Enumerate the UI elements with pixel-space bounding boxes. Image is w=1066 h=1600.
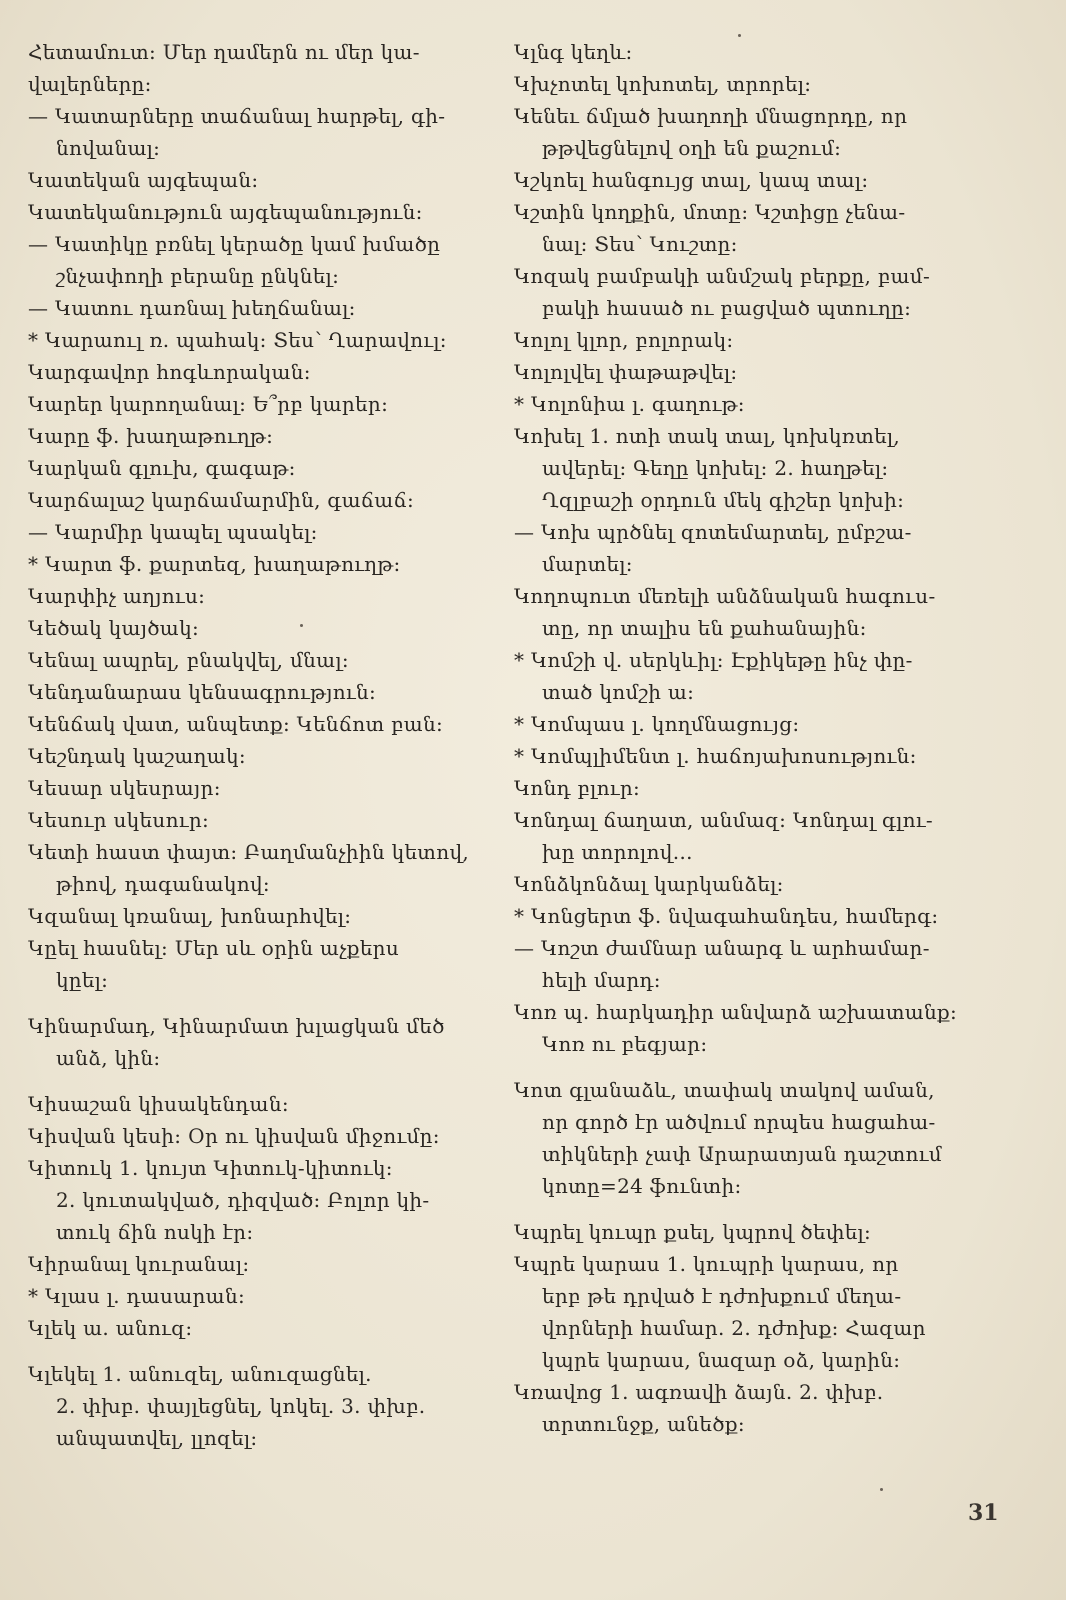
dictionary-entry-line: վորների համար. 2. դժոխք: Հազար bbox=[542, 1316, 926, 1340]
dictionary-entry-line: որ գործ էր ածվում որպես հացահա- bbox=[542, 1110, 936, 1134]
dictionary-entry-line: կըել: bbox=[56, 968, 109, 992]
dictionary-entry-line: Կենճակ վատ, անպետք: Կենճոտ բան: bbox=[28, 712, 444, 736]
dictionary-entry-line: նալ: Տես՝ Կուշտը: bbox=[542, 232, 738, 256]
dictionary-entry-line: * Կարտ ֆ. քարտեզ, խաղաթուղթ: bbox=[28, 552, 401, 576]
dictionary-entry-line: Ղզլբաշի օրդուն մեկ գիշեր կոխի: bbox=[542, 488, 905, 512]
dictionary-entry-line: * Կարաուլ ռ. պահակ: Տես՝ Ղարավուլ: bbox=[28, 328, 447, 352]
dictionary-entry-line: Հետամուտ: Մեր ղամերն ու մեր կա- bbox=[28, 40, 420, 64]
dictionary-entry-line: հելի մարդ: bbox=[542, 968, 661, 992]
dictionary-entry-line: Կլնգ կեղև: bbox=[514, 40, 633, 64]
dictionary-entry-line: Կարգավոր հոգևորական: bbox=[28, 360, 311, 384]
dictionary-entry-line: ավերել: Գեղը կոխել: 2. հաղթել: bbox=[542, 456, 889, 480]
dictionary-entry-line: Կռավոց 1. ագռավի ձայն. 2. փխբ. bbox=[514, 1380, 884, 1404]
dictionary-entry-line: վալերները: bbox=[28, 72, 152, 96]
dictionary-entry-line: թիով, դագանակով: bbox=[56, 872, 270, 896]
dictionary-entry-line: Կենեւ ճմլած խաղողի մնացորդը, որ bbox=[514, 104, 908, 128]
paper-speck bbox=[300, 624, 303, 627]
dictionary-entry-line: Կըել հասնել: Մեր սև օրին աչքերս bbox=[28, 936, 400, 960]
dictionary-entry-line: Կարը ֆ. խաղաթուղթ: bbox=[28, 424, 274, 448]
dictionary-entry-line: կոտը=24 ֆունտի: bbox=[542, 1174, 742, 1198]
dictionary-entry-line: Կոտ գլանաձև, տափակ տակով աման, bbox=[514, 1078, 935, 1102]
dictionary-entry-line: Կոլոլվել փաթաթվել: bbox=[514, 360, 738, 384]
dictionary-entry-line: Կետի հաստ փայտ: Բաղմանչիին կետով, bbox=[28, 840, 470, 864]
dictionary-entry-line: Կզանալ կռանալ, խոնարհվել: bbox=[28, 904, 352, 928]
dictionary-entry-line: Կլեկել 1. անուզել, անուզացնել. bbox=[28, 1362, 372, 1386]
dictionary-entry-line: Կիսվան կեսի: Օր ու կիսվան միջումը: bbox=[28, 1124, 440, 1148]
dictionary-entry-line: Կխչոտել կոխոտել, տրորել: bbox=[514, 72, 812, 96]
dictionary-entry-line: * Կոմպաս լ. կողմնացույց: bbox=[514, 712, 800, 736]
dictionary-entry-line: Կարեր կարողանալ: Ե՞րբ կարեր: bbox=[28, 392, 389, 416]
dictionary-entry-line: Կատեկան այգեպան: bbox=[28, 168, 259, 192]
dictionary-entry-line: կպրե կարաս, նազար օձ, կարին: bbox=[542, 1348, 901, 1372]
dictionary-entry-line: Կշտին կողքին, մոտը: Կշտիցը չենա- bbox=[514, 200, 906, 224]
dictionary-entry-line: Կոխել 1. ոտի տակ տալ, կոխկռտել, bbox=[514, 424, 901, 448]
dictionary-entry-line: երբ թե դրված է դժոխքում մեղա- bbox=[542, 1284, 902, 1308]
dictionary-entry-line: — Կատու դառնալ խեղճանալ: bbox=[28, 296, 356, 320]
dictionary-entry-line: տը, որ տալիս են քահանային: bbox=[542, 616, 867, 640]
dictionary-entry-line: — Կոշտ ժամնար անարգ և արհամար- bbox=[514, 936, 930, 960]
dictionary-entry-line: Կեշնդակ կաշաղակ: bbox=[28, 744, 246, 768]
dictionary-entry-line: Կոլոլ կլոր, բոլորակ: bbox=[514, 328, 734, 352]
dictionary-entry-line: բակի հասած ու բացված պտուղը: bbox=[542, 296, 912, 320]
dictionary-entry-line: * Կոմպլիմենտ լ. հաճոյախոսություն: bbox=[514, 744, 917, 768]
dictionary-entry-line: նովանալ: bbox=[56, 136, 161, 160]
dictionary-entry-line: տուկ ճին ոսկի էր: bbox=[56, 1220, 254, 1244]
dictionary-entry-line: * Կոնցերտ ֆ. նվագահանդես, համերգ: bbox=[514, 904, 939, 928]
dictionary-entry-line: տրտունջք, անեծք: bbox=[542, 1412, 745, 1436]
dictionary-entry-line: Կոնդալ ճաղատ, անմազ: Կոնդալ գլու- bbox=[514, 808, 933, 832]
paper-speck bbox=[738, 34, 741, 37]
dictionary-entry-line: թթվեցնելով օղի են քաշում: bbox=[542, 136, 842, 160]
dictionary-entry-line: Կողոպուտ մեռելի անձնական հագուս- bbox=[514, 584, 936, 608]
dictionary-entry-line: Կենդանարաս կենսագրություն: bbox=[28, 680, 377, 704]
dictionary-entry-line: Կլեկ ա. անուզ: bbox=[28, 1316, 193, 1340]
dictionary-entry-line: * Կոմշի վ. սերկևիլ: Էքիկեթը ինչ փը- bbox=[514, 648, 913, 672]
dictionary-entry-line: տած կոմշի ա: bbox=[542, 680, 695, 704]
dictionary-entry-line: Կոզակ բամբակի անմշակ բերքը, բամ- bbox=[514, 264, 931, 288]
dictionary-entry-line: Կենալ ապրել, բնակվել, մնալ: bbox=[28, 648, 349, 672]
paper-speck bbox=[880, 1488, 883, 1491]
dictionary-entry-line: Կինարմադ, Կինարմատ խլացկան մեծ bbox=[28, 1014, 445, 1038]
dictionary-entry-line: մարտել: bbox=[542, 552, 633, 576]
dictionary-entry-line: Կոռ պ. հարկադիր անվարձ աշխատանք: bbox=[514, 1000, 958, 1024]
right-column bbox=[514, 36, 1014, 1440]
dictionary-entry-line: Կպրե կարաս 1. կուպրի կարաս, որ bbox=[514, 1252, 899, 1276]
dictionary-entry-line: — Կոխ պրծնել զոտեմարտել, ըմբշա- bbox=[514, 520, 912, 544]
dictionary-entry-line: անպատվել, լլոզել: bbox=[56, 1426, 258, 1450]
page-number: 31 bbox=[968, 1500, 999, 1526]
dictionary-entry-line: * Կոլոնիա լ. գաղութ: bbox=[514, 392, 745, 416]
dictionary-entry-line: Կարփիչ աղյուս: bbox=[28, 584, 206, 608]
dictionary-entry-line: Կշկոել հանգույց տալ, կապ տալ: bbox=[514, 168, 869, 192]
dictionary-entry-line: Կպրել կուպր քսել, կպրով ծեփել: bbox=[514, 1220, 871, 1244]
dictionary-entry-line: — Կատիկը բռնել կերածը կամ խմածը bbox=[28, 232, 441, 256]
dictionary-entry-line: * Կլաս լ. դասարան: bbox=[28, 1284, 245, 1308]
dictionary-entry-line: — Կատարները տաճանալ հարթել, գի- bbox=[28, 104, 446, 128]
dictionary-entry-line: Կիսաշան կիսակենդան: bbox=[28, 1092, 289, 1116]
dictionary-entry-line: տիկների չափ Արարատյան դաշտում bbox=[542, 1142, 942, 1166]
dictionary-entry-line: Կեսուր սկեսուր: bbox=[28, 808, 210, 832]
dictionary-entry-line: Կարճալաշ կարճամարմին, գաճաճ: bbox=[28, 488, 414, 512]
dictionary-entry-line: Կեսար սկեսրայր: bbox=[28, 776, 221, 800]
dictionary-entry-line: 2. կուտակված, դիզված: Բոլոր կի- bbox=[56, 1188, 430, 1212]
dictionary-entry-line: Կիրանալ կուրանալ: bbox=[28, 1252, 250, 1276]
dictionary-entry-line: Կոռ ու բեգյար: bbox=[542, 1032, 708, 1056]
dictionary-entry-line: — Կարմիր կապել պսակել: bbox=[28, 520, 318, 544]
dictionary-entry-line: Կոնդ բլուր: bbox=[514, 776, 641, 800]
dictionary-entry-line: 2. փխբ. փայլեցնել, կոկել. 3. փխբ. bbox=[56, 1394, 426, 1418]
dictionary-entry-line: Կարկան գլուխ, գագաթ: bbox=[28, 456, 296, 480]
dictionary-entry-line: շնչափողի բերանը ընկնել: bbox=[56, 264, 340, 288]
dictionary-entry-line: Կեծակ կայծակ: bbox=[28, 616, 199, 640]
dictionary-entry-line: խը տորոլով… bbox=[542, 840, 693, 864]
dictionary-entry-line: Կատեկանություն այգեպանություն: bbox=[28, 200, 423, 224]
left-column bbox=[28, 36, 506, 1454]
dictionary-entry-line: Կոնձկոնձալ կարկանձել: bbox=[514, 872, 784, 896]
dictionary-entry-line: անձ, կին: bbox=[56, 1046, 161, 1070]
dictionary-entry-line: Կիտուկ 1. կույտ Կիտուկ-կիտուկ: bbox=[28, 1156, 393, 1180]
